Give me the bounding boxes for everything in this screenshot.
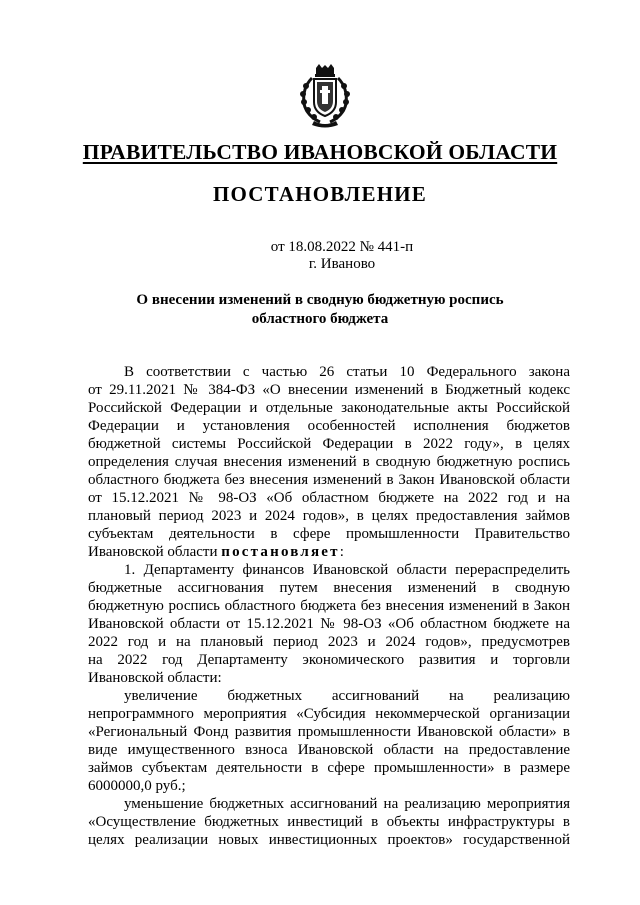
document-body [88, 363, 570, 849]
resolves-keyword: постановляет [221, 544, 340, 560]
body-line: Ивановской области от 15.12.2021 № 98-ОЗ «Об областном бюджете на [88, 616, 570, 632]
body-line: определения случая внесения изменений в сводную бюджетную роспись [88, 454, 570, 470]
body-line: виде имущественного взноса Ивановской области на предоставление [88, 742, 570, 758]
body-line: займов субъектам деятельности в сфере промышленности» в размере [88, 760, 570, 776]
document-subject [0, 291, 640, 329]
body-line: от 15.12.2021 № 98-ОЗ «Об областном бюджете на 2022 год и на [88, 490, 570, 506]
body-line: 1. Департаменту финансов Ивановской области перераспределить [124, 562, 570, 578]
body-line: на 2022 год Департаменту экономического развития и торговли [88, 652, 570, 668]
body-line: Федерации и установления особенностей исполнения бюджетов [88, 418, 570, 434]
body-line: В соответствии с частью 26 статьи 10 Федерального закона [124, 364, 570, 380]
body-line: увеличение бюджетных ассигнований на реализацию [124, 688, 570, 704]
body-line: «Региональный Фонд развития промышленности Ивановской области» в [88, 724, 570, 740]
body-line: 6000000,0 руб.; [88, 778, 186, 794]
body-line: Ивановской области: [88, 670, 222, 686]
body-line: целях реализации новых инвестиционных проектов» государственной [88, 832, 570, 848]
body-line: бюджетной системы Российской Федерации в 2022 году», в целях [88, 436, 570, 452]
body-line: непрограммного мероприятия «Субсидия некоммерческой организации [88, 706, 570, 722]
body-line: субъектам деятельности в сфере промышленности Правительство [88, 526, 570, 542]
body-line: бюджетную роспись областного бюджета без внесения изменений в Закон [88, 598, 570, 614]
government-title: ПРАВИТЕЛЬСТВО ИВАНОВСКОЙ ОБЛАСТИ [82, 140, 558, 164]
body-text: Ивановской области [88, 544, 222, 560]
body-line: Российской Федерации и отдельные законодательные акты Российской [88, 400, 570, 416]
body-line: плановый период 2023 и 2024 годов», в целях предоставления займов [88, 508, 570, 524]
body-line [88, 543, 570, 561]
body-line: бюджетные ассигнования путем внесения изменений в сводную [88, 580, 570, 596]
subject-line: О внесении изменений в сводную бюджетную роспись [136, 292, 504, 308]
body-line: «Осуществление бюджетных инвестиций в объекты инфраструктуры в [88, 814, 570, 830]
body-line: областного бюджета без внесения изменений в Закон Ивановской области [88, 472, 570, 488]
date-and-number: от 18.08.2022 № 441-п [270, 239, 414, 255]
body-line: от 29.11.2021 № 384-ФЗ «О внесении изменений в Бюджетный кодекс [88, 382, 570, 398]
body-line: уменьшение бюджетных ассигнований на реализацию мероприятия [124, 796, 570, 812]
subject-line: областного бюджета [251, 311, 389, 327]
city: г. Иваново [308, 256, 376, 272]
body-line: 2022 год и на плановый период 2023 и 2024 годов», предусмотрев [88, 634, 570, 650]
document-type-heading: ПОСТАНОВЛЕНИЕ [212, 182, 428, 206]
body-text: : [339, 544, 344, 560]
coat-of-arms-emblem-icon [296, 64, 354, 128]
